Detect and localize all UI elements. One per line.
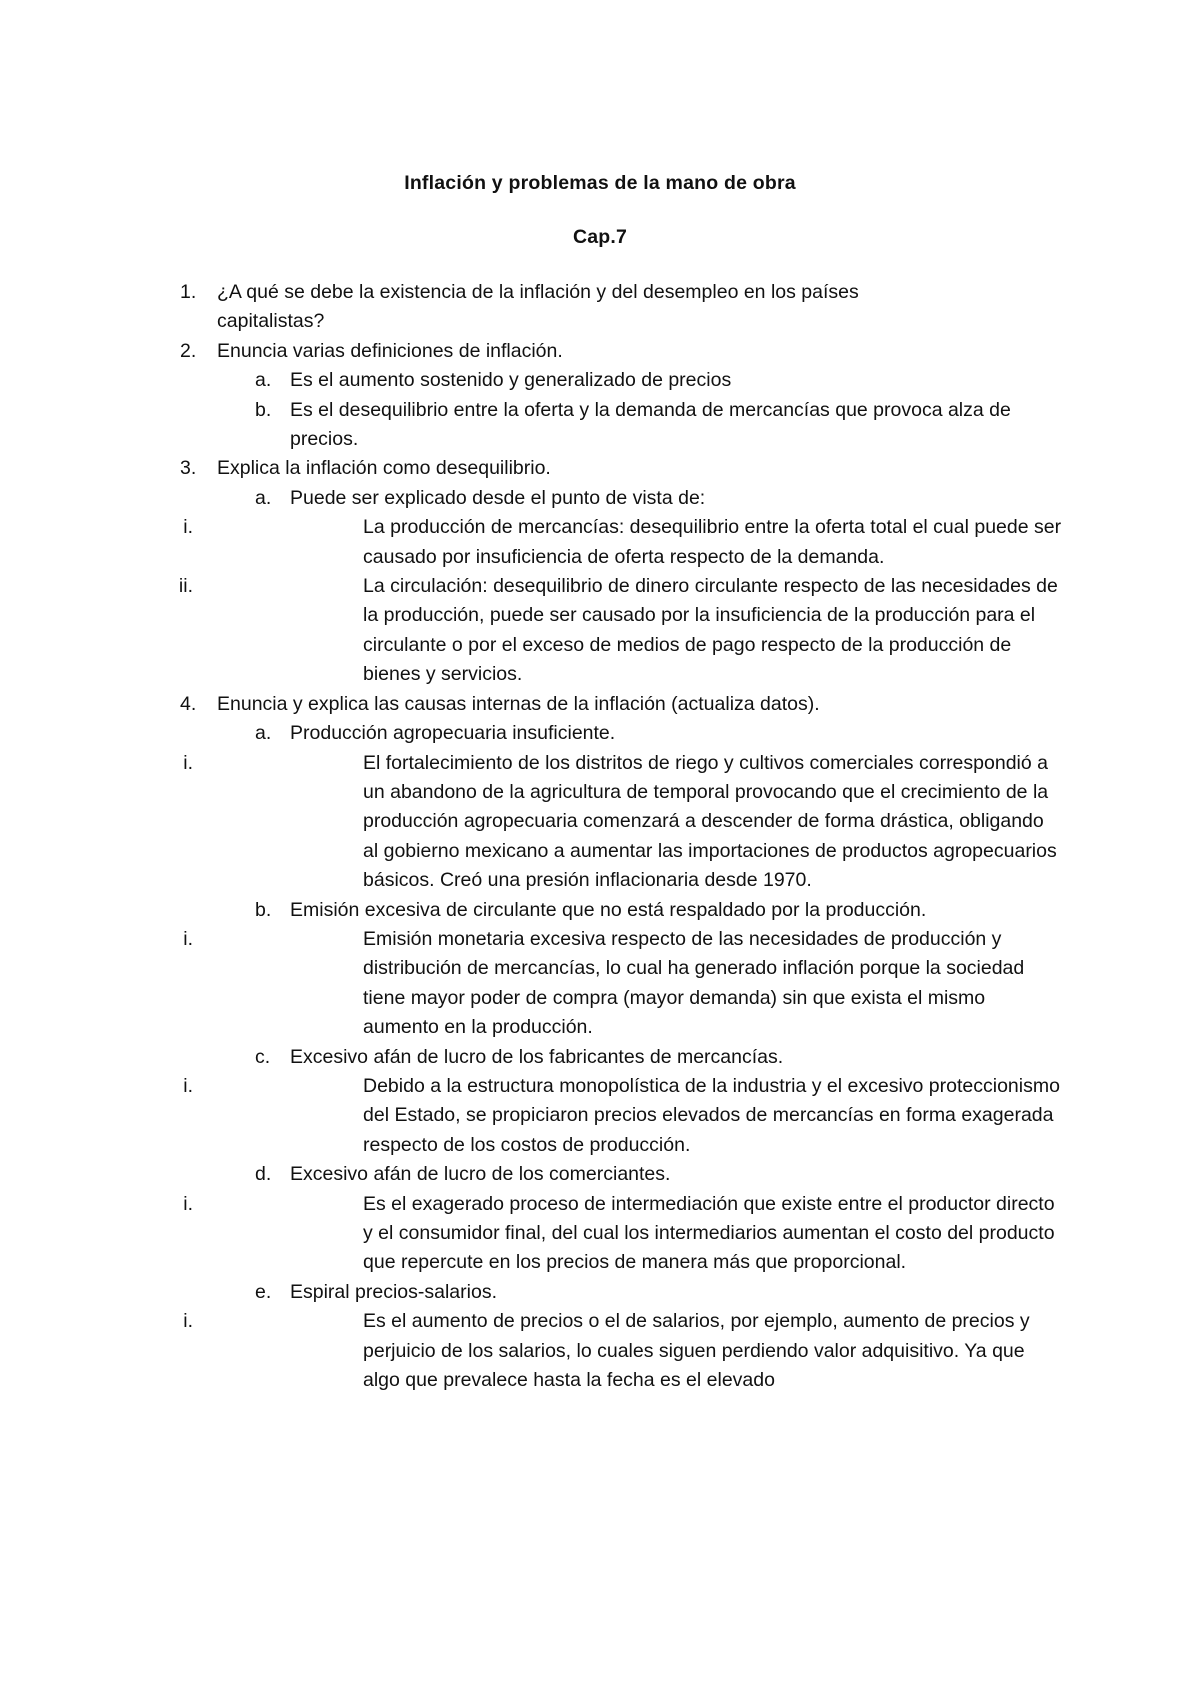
list-item-text: Explica la inflación como desequilibrio.	[217, 457, 551, 480]
list-item-3	[0, 454, 967, 483]
list-item-4a-i	[0, 749, 1063, 896]
list-marker: i.	[183, 927, 193, 950]
list-item-2	[0, 337, 967, 366]
list-item-text: Excesivo afán de lucro de los comerciantes.	[290, 1163, 671, 1186]
list-item-3a-ii	[0, 572, 1063, 690]
list-item-text: Enuncia y explica las causas internas de la inflación (actualiza datos).	[217, 692, 820, 715]
document-title: Inflación y problemas de la mano de obra	[404, 172, 796, 194]
list-marker: 3.	[180, 457, 197, 480]
list-marker: 1.	[180, 281, 197, 303]
list-item-4d	[0, 1160, 1040, 1189]
list-item-text: Producción agropecuaria insuficiente.	[290, 722, 616, 745]
list-item-4e-i	[0, 1307, 1063, 1395]
list-marker: a.	[255, 486, 272, 509]
list-item-4a	[0, 719, 1040, 748]
list-item-text: ¿A qué se debe la existencia de la inflación y del desempleo en los países capitalistas?	[217, 281, 859, 333]
list-item-3a	[0, 484, 1040, 513]
list-item-4c-i	[0, 1072, 1063, 1160]
list-item-4d-i	[0, 1190, 1063, 1278]
list-item-1	[0, 278, 967, 337]
list-marker: i.	[183, 1074, 193, 1097]
list-item-2b	[0, 396, 1040, 455]
list-marker: e.	[255, 1280, 272, 1303]
list-item-3a-i	[0, 513, 1063, 572]
chapter-label: Cap.7	[572, 226, 628, 248]
list-item-4	[0, 690, 967, 719]
list-marker: i.	[183, 1310, 193, 1333]
list-item-4e	[0, 1278, 1040, 1307]
list-marker: ii.	[178, 575, 193, 598]
list-marker: a.	[255, 722, 272, 745]
list-item-text: Excesivo afán de lucro de los fabricantes de mercancías.	[290, 1045, 784, 1068]
list-item-text: Enuncia varias definiciones de inflación.	[217, 339, 563, 362]
list-item-text: El fortalecimiento de los distritos de riego y cultivos comerciales correspondió a un abandono de la agricultura de temporal provocando que el crecimiento de la producción agropecuaria comenzará a descender de forma drástica, obligando al gobierno mexicano a aumentar las importaciones de productos agropecuarios básicos. Creó una presión inflacionaria desde 1970.	[363, 751, 1057, 892]
list-item-text: Espiral precios-salarios.	[290, 1280, 497, 1303]
list-marker: i.	[183, 1192, 193, 1215]
list-marker: i.	[183, 516, 193, 539]
list-item-text: Es el aumento de precios o el de salarios, por ejemplo, aumento de precios y perjuicio de los salarios, lo cuales siguen perdiendo valor adquisitivo. Ya que algo que prevalece hasta la fecha es el elevado	[363, 1310, 1030, 1392]
list-item-text: Es el aumento sostenido y generalizado de precios	[290, 369, 732, 392]
list-marker: d.	[255, 1163, 272, 1186]
list-item-4b-i	[0, 925, 1063, 1043]
list-marker: 4.	[180, 692, 197, 715]
list-marker: b.	[255, 398, 272, 421]
list-item-text: Emisión excesiva de circulante que no está respaldado por la producción.	[290, 898, 927, 921]
list-item-2a	[0, 366, 1040, 395]
list-item-text: Debido a la estructura monopolística de la industria y el excesivo proteccionismo del Estado, se propiciaron precios elevados de mercancías en forma exagerada respecto de los costos de producción.	[363, 1074, 1060, 1156]
question-list	[0, 278, 1200, 1395]
list-item-text: La circulación: desequilibrio de dinero circulante respecto de las necesidades de la producción, puede ser causado por la insuficiencia de la producción para el circulante o por el exceso de medios de pago respecto de la producción de bienes y servicios.	[363, 575, 1058, 686]
list-marker: b.	[255, 898, 272, 921]
list-item-text: La producción de mercancías: desequilibrio entre la oferta total el cual puede ser causado por insuficiencia de oferta respecto de la demanda.	[363, 516, 1062, 568]
list-item-text: Es el desequilibrio entre la oferta y la demanda de mercancías que provoca alza de precios.	[290, 398, 1011, 451]
list-marker: c.	[255, 1045, 271, 1068]
list-marker: a.	[255, 369, 272, 392]
list-item-4c	[0, 1043, 1040, 1072]
list-item-text: Es el exagerado proceso de intermediación que existe entre el productor directo y el consumidor final, del cual los intermediarios aumentan el costo del producto que repercute en los precios de manera más que proporcional.	[363, 1192, 1055, 1274]
list-item-4b	[0, 896, 1040, 925]
list-item-text: Puede ser explicado desde el punto de vista de:	[290, 486, 706, 509]
list-marker: i.	[183, 751, 193, 774]
list-marker: 2.	[180, 339, 197, 362]
list-item-text: Emisión monetaria excesiva respecto de las necesidades de producción y distribución de mercancías, lo cual ha generado inflación porque la sociedad tiene mayor poder de compra (mayor demanda) sin que exista el mismo aumento en la producción.	[363, 927, 1025, 1039]
